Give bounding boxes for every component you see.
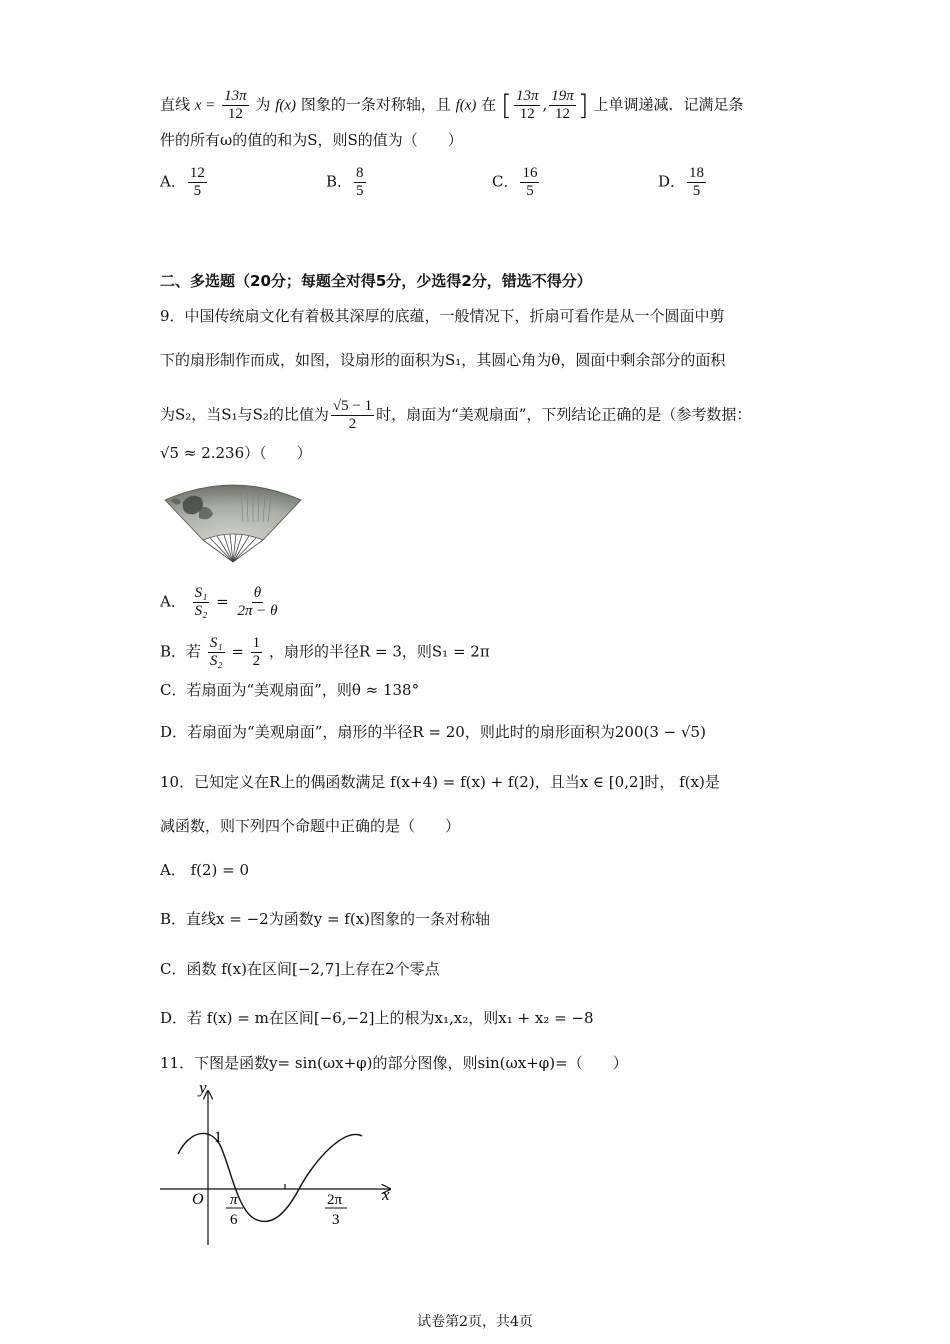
q9-line3: 为S₂，当S₁与S₂的比值为 $\frac{√5 - 1}{2}$ 时，扇面为“美观扇面”，下列结论正确的是（参考数据：: [160, 398, 752, 432]
tick-pi-6-num: π: [230, 1192, 238, 1208]
q8-x-eq: x =: [194, 97, 216, 114]
origin-label: O: [192, 1191, 204, 1208]
q8-text: 为: [255, 95, 271, 114]
q11-line1: 11．下图是函数y= sin(ωx+φ)的部分图像，则sin(ωx+φ)=（ ）: [160, 1054, 628, 1072]
q9-option-c: C．若扇面为“美观扇面”，则θ ≈ 138°: [160, 681, 420, 699]
q8-interval-start: $\frac{13\pi}{12}$: [515, 88, 539, 122]
q10-option-b: B．直线x = −2为函数y = f(x)图象的一条对称轴: [160, 910, 490, 928]
tick-pi-6-den: 6: [230, 1212, 238, 1228]
q9-line4: √5 ≈ 2.236）（ ）: [160, 444, 312, 462]
q8-text: 直线: [160, 95, 191, 114]
q10-option-a: A． f(2) = 0: [160, 861, 250, 879]
q8-text: 上单调递减．记满足条: [593, 95, 744, 114]
tick-2pi-3-den: 3: [332, 1212, 340, 1228]
q8-option-b: B． $\frac{8}{5}$: [326, 165, 364, 199]
y-one-label: 1: [214, 1129, 222, 1146]
q8-text: 在: [481, 95, 497, 114]
q8-option-c: C． $\frac{16}{5}$: [492, 165, 538, 199]
q8-interval-end: $\frac{19\pi}{12}$: [551, 88, 574, 122]
y-axis-label: y: [199, 1085, 207, 1097]
q8-option-a: A． $\frac{12}{5}$: [160, 165, 205, 199]
q8-option-d: D． $\frac{18}{5}$: [658, 165, 705, 199]
page-footer: 试卷第2页，共4页: [417, 1314, 533, 1330]
q9-option-b: B．若 $\frac{\text{S₁}}{\text{S₂}}$ = $\frac{1}{2}$ ，扇形的半径R = 3，则S₁ = 2π: [160, 635, 490, 669]
section-title: 二、多选题（20分；每题全对得5分，少选得2分，错选不得分）: [160, 272, 592, 290]
q8-text: 图象的一条对称轴，且: [300, 95, 451, 114]
q8-line1: 直线 x = $\frac{13\pi}{12}$ 为 f(x) 图象的一条对称轴，且 f(x) 在 [ $\frac{13\pi}{12}$ , $\frac{19\pi}{12}$ ] 上单调递减．记满足条: [160, 88, 744, 122]
tick-2pi-3-num: 2π: [327, 1192, 343, 1208]
q8-line2: 件的所有ω的值的和为S，则S的值为（ ）: [160, 131, 463, 149]
q9-line1: 9．中国传统扇文化有着极其深厚的底蕴，一般情况下，折扇可看作是从一个圆面中剪: [160, 307, 725, 325]
q9-ratio-fraction: $\frac{√5 - 1}{2}$: [332, 398, 373, 432]
x-axis-label: x: [382, 1185, 390, 1204]
q9-line2: 下的扇形制作而成，如图，设扇形的面积为S₁，其圆心角为θ，圆面中剩余部分的面积: [160, 351, 726, 369]
q8-fraction-13pi-12: $\frac{13\pi}{12}$: [224, 88, 247, 122]
q10-line1: 10．已知定义在R上的偶函数满足 f(x+4) = f(x) + f(2)，且当x ∈ [0,2]时， f(x)是: [160, 773, 720, 791]
q10-option-d: D．若 f(x) = m在区间[−6,−2]上的根为x₁,x₂，则x₁ + x₂ = −8: [160, 1009, 594, 1027]
q9-option-a: A． $\frac{\text{S₁}}{\text{S₂}}$ = $\frac{\theta}{2\pi - \theta}$: [160, 585, 278, 619]
q8-fx: f(x): [455, 97, 477, 114]
sine-graph: [155, 1085, 400, 1250]
q10-line2: 减函数，则下列四个命题中正确的是（ ）: [160, 817, 461, 835]
folding-fan-image: [163, 478, 303, 564]
q9-option-d: D．若扇面为“美观扇面”，扇形的半径R = 20，则此时的扇形面积为200(3 − √5): [160, 723, 706, 741]
q8-fx: f(x): [275, 97, 297, 114]
q10-option-c: C．函数 f(x)在区间[−2,7]上存在2个零点: [160, 960, 440, 978]
